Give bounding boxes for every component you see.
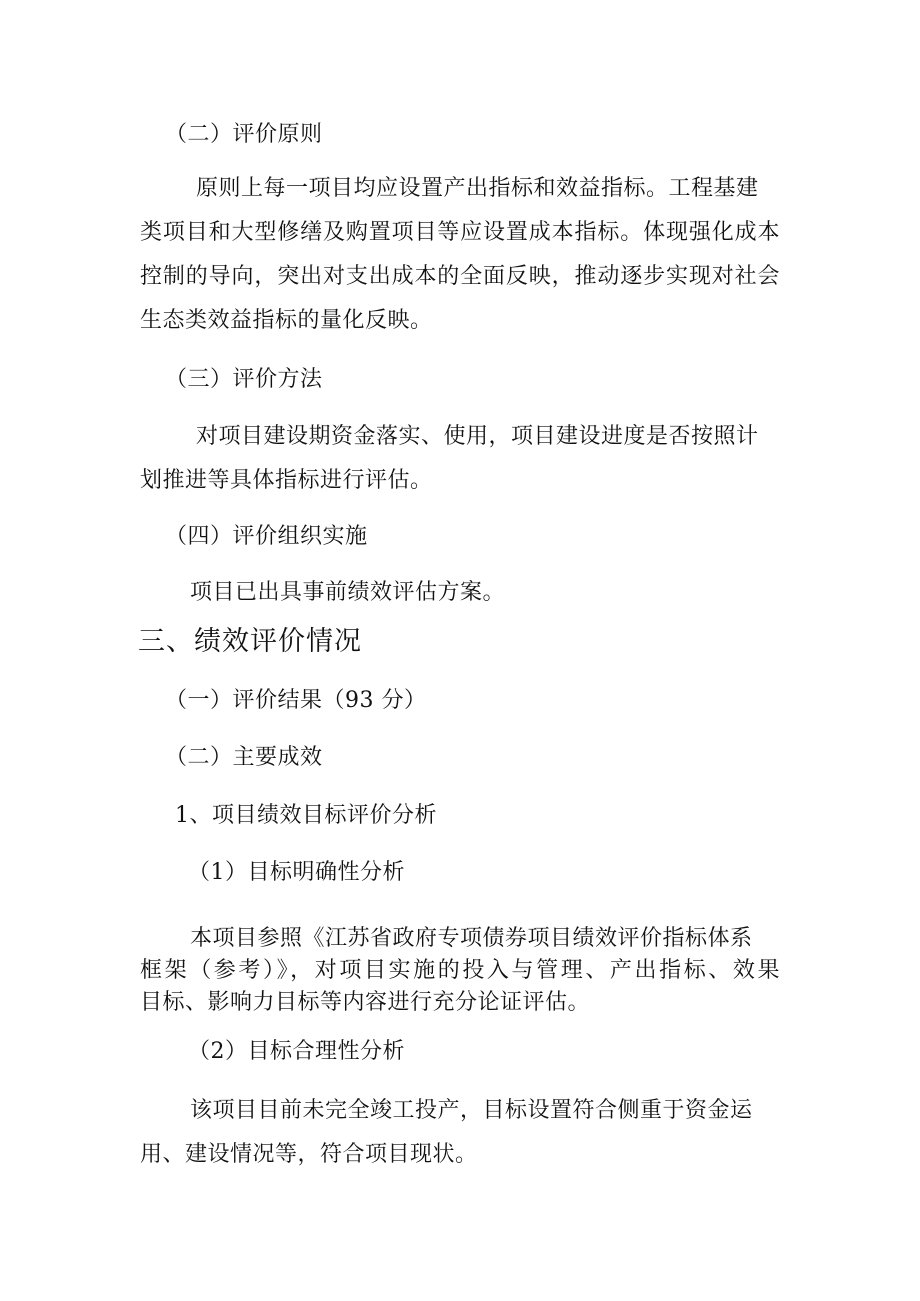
paragraph-line: 生态类效益指标的量化反映。 xyxy=(140,308,433,333)
heading-main-effects: （二）主要成效 xyxy=(165,745,323,770)
section-heading-performance: 三、绩效评价情况 xyxy=(138,626,362,657)
paragraph-line: 控制的导向，突出对支出成本的全面反映，推动逐步实现对社会 xyxy=(140,264,780,289)
heading-evaluation-method: （三）评价方法 xyxy=(165,367,323,392)
paragraph-line: 本项目参照《江苏省政府专项债券项目绩效评价指标体系 xyxy=(190,926,753,951)
paragraph-line: 框架（参考）》，对项目实施的投入与管理、产出指标、效果 xyxy=(140,958,780,983)
paragraph-line: 原则上每一项目均应设置产出指标和效益指标。工程基建 xyxy=(196,176,759,201)
paragraph-line: 项目已出具事前绩效评估方案。 xyxy=(190,580,506,605)
paragraph-line: 用、建设情况等，符合项目现状。 xyxy=(140,1142,478,1167)
paragraph-line: 划推进等具体指标进行评估。 xyxy=(140,468,433,493)
paragraph-line: 类项目和大型修缮及购置项目等应设置成本指标。体现强化成本 xyxy=(140,220,780,245)
heading-evaluation-principles: （二）评价原则 xyxy=(165,122,323,147)
paragraph-line: 该项目目前未完全竣工投产，目标设置符合侧重于资金运 xyxy=(190,1098,753,1123)
heading-target-rationality: （2）目标合理性分析 xyxy=(188,1039,405,1064)
paragraph-line: 目标、影响力目标等内容进行充分论证评估。 xyxy=(140,990,591,1015)
heading-evaluation-organization: （四）评价组织实施 xyxy=(165,524,368,549)
paragraph-line: 对项目建设期资金落实、使用，项目建设进度是否按照计 xyxy=(196,424,759,449)
heading-evaluation-result: （一）评价结果（93 分） xyxy=(165,688,427,713)
heading-target-clarity: （1）目标明确性分析 xyxy=(188,860,405,885)
heading-item-1: 1、项目绩效目标评价分析 xyxy=(175,803,437,828)
